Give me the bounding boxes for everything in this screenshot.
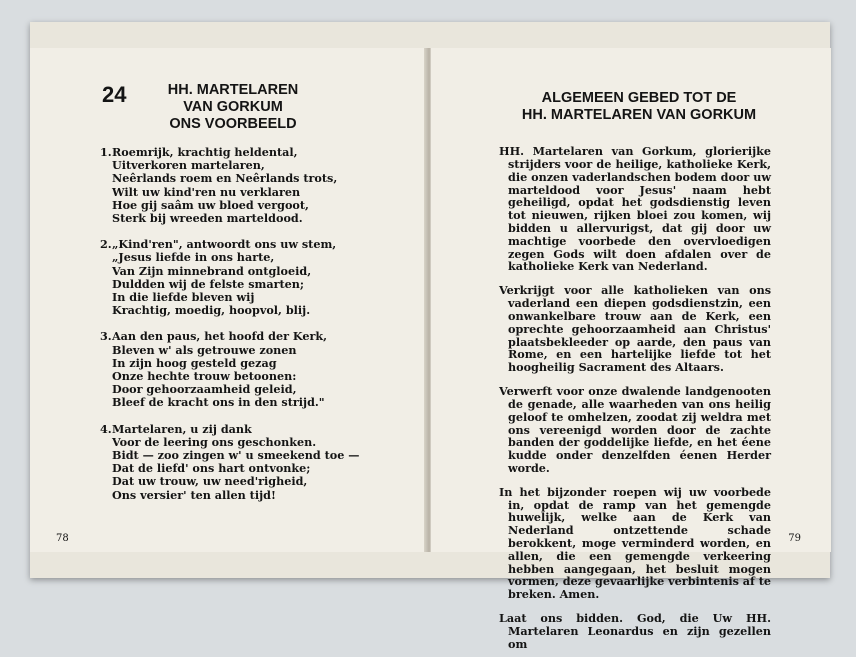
hymn-title-line: HH. MARTELAREN xyxy=(167,82,299,98)
verse-line: Krachtig, moedig, hoopvol, blij. xyxy=(112,303,311,318)
right-page xyxy=(430,48,831,651)
verse-line: In die liefde bleven wij xyxy=(112,290,255,305)
verse-line: Voor de leering ons geschonken. xyxy=(112,434,317,449)
open-booklet xyxy=(30,22,830,651)
verse-line: Bleven w' als getrouwe zonen xyxy=(112,342,297,357)
verse-line: „Jesus liefde in ons harte, xyxy=(112,250,275,265)
prayer-title xyxy=(499,90,779,124)
verse-line: Bidt — zoo zingen w' u smeekend toe — xyxy=(112,448,360,463)
prayer-paragraph: Laat ons bidden. God, die Uw HH. Martelaren Leonardus en zijn gezellen om xyxy=(499,611,771,651)
verse-line: Dat de liefd' ons hart ontvonke; xyxy=(112,461,311,476)
verse-line: In zijn hoog gesteld gezag xyxy=(112,355,277,370)
verse-line: Uitverkoren martelaren, xyxy=(112,158,265,173)
prayer-paragraph: HH. Martelaren van Gorkum, glorierijke strijders voor de heilige, katholieke Kerk, die onzen vaderlandschen bodem door uw marteldood voor Jesus' naam hebt geheiligd, opdat het godsdienstig leven tot nieuwen, rijken bloei zou komen, wij bidden u allervurigst, dat gij door uw machtige voorbede den overvloedigen zegen Gods wilt doen afdalen over de katholieke Kerk van Nederland. xyxy=(499,144,771,274)
prayer-paragraph: Verwerft voor onze dwalende landgenooten de genade, alle waarheden van ons heilig geloof te omhelzen, zoodat zij weldra met ons vereenigd worden door de zachte banden der goddelijke liefde, en het éene kudde onder denzelfden éenen Herder worde. xyxy=(499,384,771,475)
verse-1 xyxy=(100,146,420,225)
verse-line: Hoe gij saâm uw bloed vergoot, xyxy=(112,197,309,212)
verse-line: Dat uw trouw, uw need'righeid, xyxy=(112,474,308,489)
prayer-title-line: ALGEMEEN GEBED TOT DE xyxy=(541,90,737,106)
page-number-left: 78 xyxy=(56,533,69,544)
prayer-paragraph: Verkrijgt voor alle katholieken van ons vaderland een diepen godsdienstzin, een onwankelbare trouw aan de Kerk, een oprechte gehoorzaamheid aan Christus' plaatsbekleeder op aarde, den paus van Rome, en een hartelijke liefde tot het hoogheilig Sacrament des Altaars. xyxy=(499,283,771,375)
prayer-text xyxy=(499,134,771,657)
verse-3 xyxy=(100,330,420,409)
verse-line: Ons versier' ten allen tijd! xyxy=(112,487,276,502)
verse-4 xyxy=(100,423,420,502)
verse-line: Aan den paus, het hoofd der Kerk, xyxy=(112,329,327,344)
verse-number: 1. xyxy=(100,145,112,159)
prayer-paragraph: In het bijzonder roepen wij uw voorbede in, opdat de ramp van het gemengde huwelijk, welke aan de Kerk van Nederland ontzettende schade berokkent, moge verminderd worden, en allen, die een gemengde verkeering hebben aangegaan, het besluit mogen vormen, deze gevaarlijke verbintenis af te breken. Amen. xyxy=(499,484,772,602)
verse-line: „Kind'ren", antwoordt ons uw stem, xyxy=(112,237,337,252)
hymn-title-line: ONS VOORBEELD xyxy=(169,116,297,132)
verse-line: Neêrlands roem en Neêrlands trots, xyxy=(112,171,338,186)
verse-number: 4. xyxy=(100,421,112,436)
verse-line: Roemrijk, krachtig heldental, xyxy=(112,145,298,159)
verse-line: Door gehoorzaamheid geleid, xyxy=(112,382,297,397)
verse-line: Martelaren, u zij dank xyxy=(112,421,252,436)
left-page xyxy=(30,48,427,552)
verse-line: Sterk bij wreeden marteldood. xyxy=(112,211,303,226)
verse-line: Van Zijn minnebrand ontgloeid, xyxy=(112,263,312,278)
hymn-title xyxy=(158,82,308,133)
verse-line: Onze hechte trouw betoonen: xyxy=(112,369,297,384)
verse-number: 3. xyxy=(100,329,112,344)
hymn-verses xyxy=(100,146,420,515)
hymn-title-line: VAN GORKUM xyxy=(183,99,283,115)
verse-2 xyxy=(100,238,420,317)
verse-line: Wilt uw kind'ren nu verklaren xyxy=(112,184,301,199)
hymn-number: 24 xyxy=(102,82,127,107)
verse-line: Duldden wij de felste smarten; xyxy=(112,276,305,291)
prayer-title-line: HH. MARTELAREN VAN GORKUM xyxy=(521,107,757,123)
verse-number: 2. xyxy=(100,237,112,252)
page-number-right: 79 xyxy=(788,533,801,544)
verse-line: Bleef de kracht ons in den strijd." xyxy=(112,395,325,410)
